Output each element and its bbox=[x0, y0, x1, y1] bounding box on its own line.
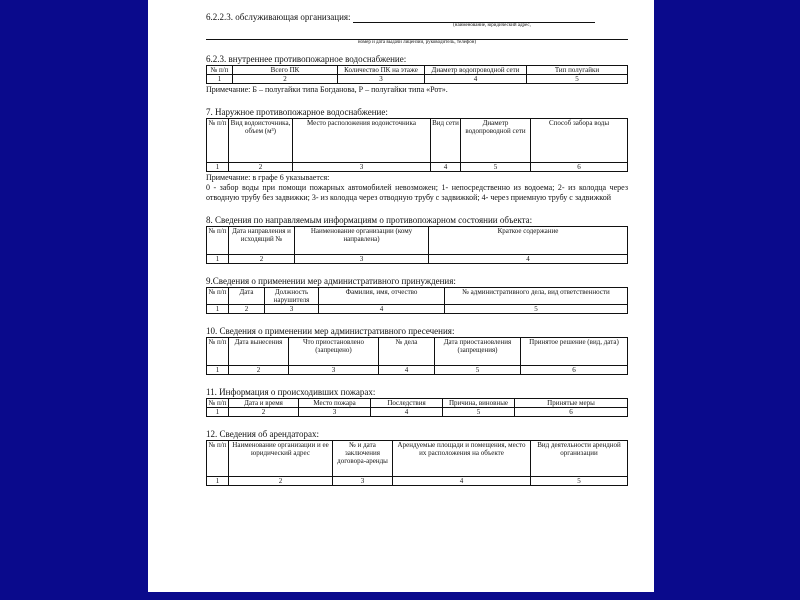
header-cell: Место расположения водоисточника bbox=[293, 119, 431, 163]
header-cell: № п/п bbox=[207, 338, 229, 366]
header-cell: Должность нарушителя bbox=[265, 288, 319, 305]
section-6223 bbox=[206, 12, 628, 23]
header-cell: № дела bbox=[379, 338, 435, 366]
section-7-note-title: Примечание: в графе 6 указывается: bbox=[206, 173, 330, 182]
header-cell: Дата вынесения bbox=[229, 338, 289, 366]
number-cell: 5 bbox=[531, 477, 628, 486]
service-org-hint: (наименование, юридический адрес, bbox=[453, 23, 531, 28]
number-cell: 3 bbox=[289, 366, 379, 375]
number-cell: 4 bbox=[371, 408, 443, 417]
header-cell: Дата bbox=[229, 288, 265, 305]
number-cell: 1 bbox=[207, 477, 229, 486]
number-cell: 4 bbox=[379, 366, 435, 375]
number-cell: 4 bbox=[393, 477, 531, 486]
external-water-table bbox=[206, 118, 628, 172]
section-6223-label: 6.2.2.3. обслуживающая организация: bbox=[206, 12, 351, 22]
number-cell: 6 bbox=[521, 366, 628, 375]
header-cell: Арендуемые площади и помещения, место их расположения на объекте bbox=[393, 441, 531, 477]
number-cell: 2 bbox=[229, 408, 299, 417]
number-cell: 2 bbox=[229, 305, 265, 314]
number-cell: 1 bbox=[207, 408, 229, 417]
header-cell: Диаметр водопроводной сети bbox=[461, 119, 531, 163]
header-cell: Место пожара bbox=[299, 399, 371, 408]
number-cell: 5 bbox=[445, 305, 628, 314]
number-cell: 5 bbox=[443, 408, 515, 417]
number-cell: 5 bbox=[527, 75, 628, 84]
table-header-row bbox=[207, 288, 628, 305]
section-9-title: 9.Сведения о применении мер административного принуждения: bbox=[206, 276, 456, 286]
header-cell: Вид сети bbox=[431, 119, 461, 163]
table-header-row bbox=[207, 227, 628, 255]
table-number-row bbox=[207, 255, 628, 264]
header-cell: Вид деятельности арендной организации bbox=[531, 441, 628, 477]
header-cell: Принятое решение (вид, дата) bbox=[521, 338, 628, 366]
header-cell: № п/п bbox=[207, 119, 229, 163]
table-number-row bbox=[207, 366, 628, 375]
header-cell: № административного дела, вид ответственности bbox=[445, 288, 628, 305]
header-cell: Диаметр водопроводной сети bbox=[425, 66, 527, 75]
section-7-note-text: 0 - забор воды при помощи пожарных автомобилей невозможен; 1- непосредственно из водоема; 2- из колодца через отводную трубу без задвижки; 3- из колодца через отводную трубу с задвижкой; 4- через приемную трубу с задвижкой bbox=[206, 183, 628, 202]
number-cell: 4 bbox=[431, 163, 461, 172]
header-cell: Что приостановлено (запрещено) bbox=[289, 338, 379, 366]
header-cell: № п/п bbox=[207, 441, 229, 477]
number-cell: 3 bbox=[333, 477, 393, 486]
number-cell: 3 bbox=[299, 408, 371, 417]
number-cell: 1 bbox=[207, 305, 229, 314]
header-cell: Дата направления и исходящий № bbox=[229, 227, 295, 255]
license-hint: номер и дата выдачи лицензии, руководитель, телефон) bbox=[357, 40, 477, 45]
number-cell: 1 bbox=[207, 366, 229, 375]
table-number-row bbox=[207, 163, 628, 172]
number-cell: 6 bbox=[531, 163, 628, 172]
tenants-table bbox=[206, 440, 628, 486]
header-cell: № и дата заключения договора-аренды bbox=[333, 441, 393, 477]
header-cell: Вид водоисточника, объем (м³) bbox=[229, 119, 293, 163]
table-number-row bbox=[207, 408, 628, 417]
section-8-title: 8. Сведения по направляемым информациям о противопожарном состоянии объекта: bbox=[206, 215, 533, 225]
number-cell: 5 bbox=[435, 366, 521, 375]
header-cell: Тип полугайки bbox=[527, 66, 628, 75]
number-cell: 1 bbox=[207, 163, 229, 172]
service-org-line bbox=[206, 29, 628, 40]
section-623-note: Примечание: Б – полугайки типа Богданова, Р – полугайки типа «Рот». bbox=[206, 85, 448, 94]
header-cell: Краткое содержание bbox=[429, 227, 628, 255]
table-header-row bbox=[207, 66, 628, 75]
section-11-title: 11. Информация о происходивших пожарах: bbox=[206, 387, 376, 397]
table-number-row bbox=[207, 305, 628, 314]
section-623-title: 6.2.3. внутреннее противопожарное водоснабжение: bbox=[206, 54, 407, 64]
table-header-row bbox=[207, 338, 628, 366]
number-cell: 1 bbox=[207, 75, 233, 84]
header-cell: Наименование организации и ее юридический адрес bbox=[229, 441, 333, 477]
section-7-title: 7. Наружное противопожарное водоснабжение: bbox=[206, 107, 388, 117]
header-cell: Принятые меры bbox=[515, 399, 628, 408]
section-10-title: 10. Сведения о применении мер административного пресечения: bbox=[206, 326, 455, 336]
table-header-row bbox=[207, 399, 628, 408]
header-cell: № п/п bbox=[207, 399, 229, 408]
header-cell: Последствия bbox=[371, 399, 443, 408]
number-cell: 3 bbox=[265, 305, 319, 314]
document-content bbox=[206, 12, 628, 486]
header-cell: Способ забора воды bbox=[531, 119, 628, 163]
number-cell: 3 bbox=[295, 255, 429, 264]
number-cell: 4 bbox=[425, 75, 527, 84]
number-cell: 1 bbox=[207, 255, 229, 264]
header-cell: Дата и время bbox=[229, 399, 299, 408]
admin-coercion-table bbox=[206, 287, 628, 314]
header-cell: Количество ПК на этаже bbox=[338, 66, 425, 75]
header-cell: № п/п bbox=[207, 288, 229, 305]
header-cell: Причина, виновные bbox=[443, 399, 515, 408]
table-header-row bbox=[207, 441, 628, 477]
table-number-row bbox=[207, 477, 628, 486]
number-cell: 5 bbox=[461, 163, 531, 172]
info-sent-table bbox=[206, 226, 628, 264]
number-cell: 2 bbox=[233, 75, 338, 84]
table-header-row bbox=[207, 119, 628, 163]
table-number-row bbox=[207, 75, 628, 84]
section-12-title: 12. Сведения об арендаторах: bbox=[206, 429, 319, 439]
admin-suppression-table bbox=[206, 337, 628, 375]
number-cell: 2 bbox=[229, 366, 289, 375]
number-cell: 3 bbox=[293, 163, 431, 172]
header-cell: № п/п bbox=[207, 227, 229, 255]
header-cell: Дата приостановления (запрещения) bbox=[435, 338, 521, 366]
number-cell: 4 bbox=[319, 305, 445, 314]
fires-table bbox=[206, 398, 628, 417]
document-page bbox=[148, 0, 654, 592]
internal-water-table bbox=[206, 65, 628, 84]
header-cell: Фамилия, имя, отчество bbox=[319, 288, 445, 305]
number-cell: 2 bbox=[229, 163, 293, 172]
number-cell: 3 bbox=[338, 75, 425, 84]
header-cell: Всего ПК bbox=[233, 66, 338, 75]
number-cell: 6 bbox=[515, 408, 628, 417]
header-cell: Наименование организации (кому направлена) bbox=[295, 227, 429, 255]
number-cell: 2 bbox=[229, 255, 295, 264]
header-cell: № п/п bbox=[207, 66, 233, 75]
number-cell: 4 bbox=[429, 255, 628, 264]
number-cell: 2 bbox=[229, 477, 333, 486]
